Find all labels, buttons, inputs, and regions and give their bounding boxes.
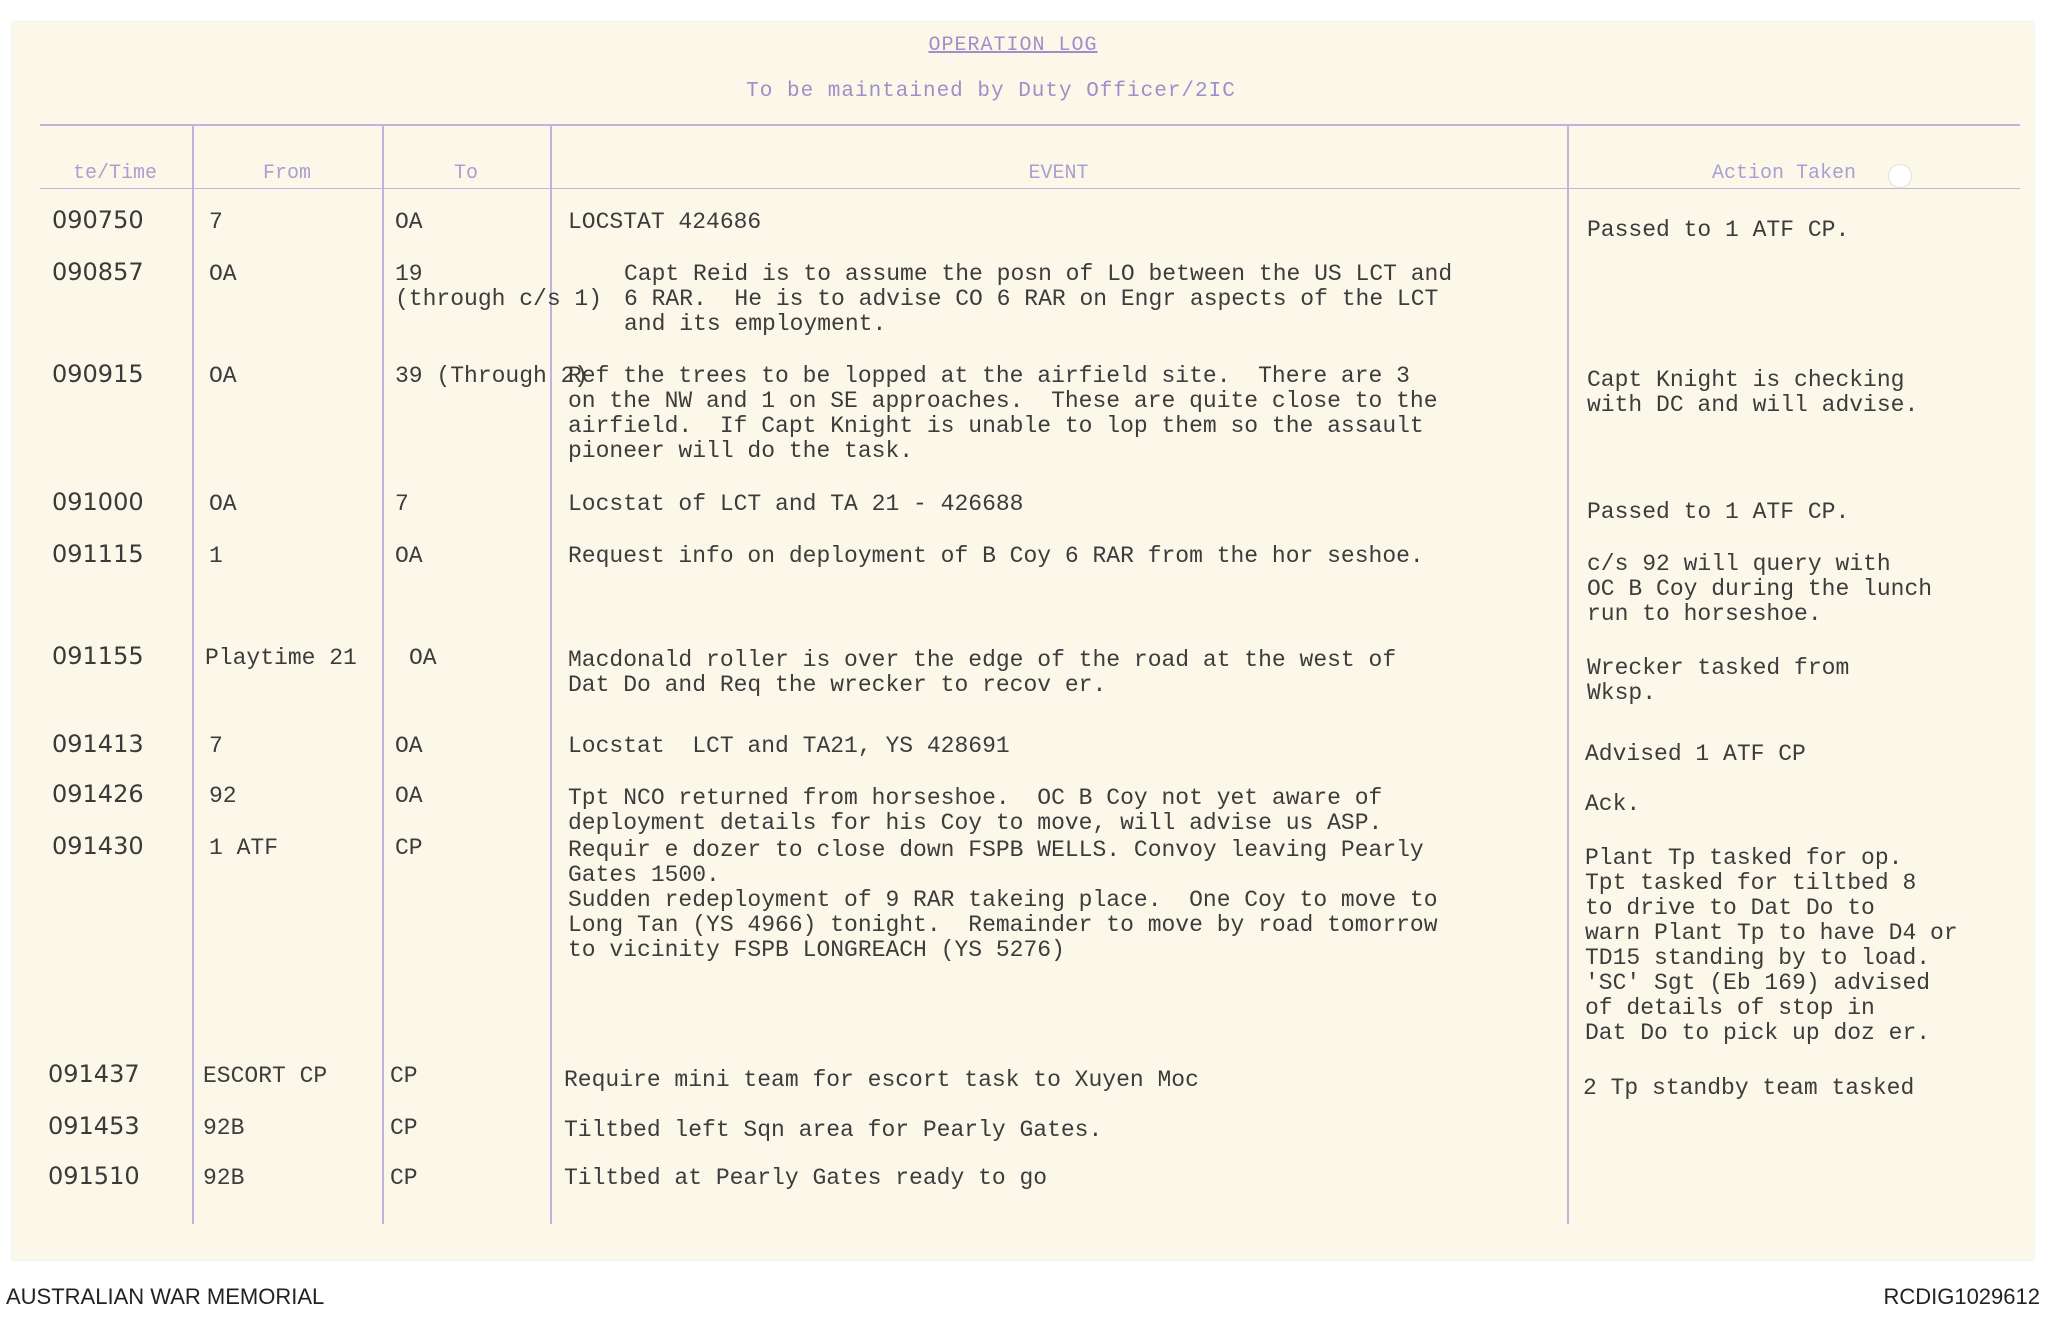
header-rule-top — [40, 124, 2020, 126]
table-row-to: OA — [409, 645, 437, 671]
table-row-time: 091155 — [52, 642, 144, 670]
table-row-action: Advised 1 ATF CP — [1585, 741, 1806, 767]
table-row-event: Tpt NCO returned from horseshoe. OC B Coy not yet aware of deployment details for his Coy to move, will advise us ASP. — [568, 785, 1383, 836]
table-row-to: 19 (through c/s 1) — [395, 261, 603, 312]
table-row-to: CP — [395, 835, 423, 861]
table-row-action: Capt Knight is checking with DC and will advise. — [1587, 367, 1919, 418]
log-sheet — [12, 22, 2034, 1260]
table-row-to: OA — [395, 543, 423, 569]
table-row-time: 091510 — [48, 1162, 140, 1190]
table-row-event: Macdonald roller is over the edge of the road at the west of Dat Do and Req the wrecker to recov er. — [568, 647, 1397, 698]
table-row-event: Require mini team for escort task to Xuyen Moc — [564, 1067, 1199, 1093]
column-divider — [382, 126, 384, 1224]
table-row-from: Playtime 21 — [205, 645, 357, 671]
column-header-time: te/Time — [72, 162, 157, 185]
table-row-event: Request info on deployment of B Coy 6 RAR from the hor seshoe. — [568, 543, 1424, 569]
table-row-to: OA — [395, 783, 423, 809]
table-row-time: 091453 — [48, 1112, 140, 1140]
table-row-action: 2 Tp standby team tasked — [1583, 1075, 1915, 1101]
table-row-from: 92B — [203, 1115, 245, 1141]
table-row-to: OA — [395, 733, 423, 759]
table-row-event: Locstat LCT and TA21, YS 428691 — [568, 733, 1010, 759]
table-row-action: Ack. — [1585, 791, 1641, 817]
header-rule-bottom — [40, 188, 2020, 189]
table-row-from: OA — [209, 491, 237, 517]
column-divider — [192, 126, 194, 1224]
column-header-to: To — [453, 162, 478, 185]
table-row-action: Passed to 1 ATF CP. — [1587, 499, 1850, 525]
table-row-from: 7 — [209, 733, 223, 759]
table-row-event: Tiltbed left Sqn area for Pearly Gates. — [564, 1117, 1103, 1143]
table-row-from: 1 ATF — [209, 835, 279, 861]
table-row-from: 7 — [209, 209, 223, 235]
table-row-time: 090750 — [52, 206, 144, 234]
table-row-event: Requir e dozer to close down FSPB WELLS. Convoy leaving Pearly Gates 1500. Sudden redeployment of 9 RAR takeing place. One Coy to move to Long Tan (YS 4966) tonight. Remainder to move by road tomorrow to vicinity FSPB LONGREACH (YS 5276) — [568, 837, 1438, 963]
page-title: OPERATION LOG — [928, 34, 1098, 57]
table-row-from: 92B — [203, 1165, 245, 1191]
table-row-event: LOCSTAT 424686 — [568, 209, 762, 235]
table-row-time: 091115 — [52, 540, 144, 568]
table-row-to: CP — [390, 1165, 418, 1191]
table-row-from: 1 — [209, 543, 223, 569]
table-row-time: 090915 — [52, 360, 144, 388]
table-row-event: Tiltbed at Pearly Gates ready to go — [564, 1165, 1048, 1191]
table-row-to: OA — [395, 209, 423, 235]
footer-credit: AUSTRALIAN WAR MEMORIAL — [6, 1284, 325, 1309]
table-row-from: OA — [209, 261, 237, 287]
table-row-event: Capt Reid is to assume the posn of LO between the US LCT and 6 RAR. He is to advise CO 6 RAR on Engr aspects of the LCT and its employment. — [624, 261, 1453, 337]
table-row-to: 39 (Through 2) — [395, 363, 589, 389]
page-subtitle: To be maintained by Duty Officer/2IC — [746, 80, 1236, 103]
table-row-time: 091426 — [52, 780, 144, 808]
table-row-to: 7 — [395, 491, 409, 517]
column-divider — [1567, 126, 1569, 1224]
table-row-from: ESCORT CP — [203, 1063, 328, 1089]
table-row-time: 090857 — [52, 258, 144, 286]
column-header-action: Action Taken — [1711, 162, 1857, 185]
footer-id: RCDIG1029612 — [1883, 1284, 2040, 1309]
table-row-time: 091413 — [52, 730, 144, 758]
table-row-from: OA — [209, 363, 237, 389]
table-row-time: 091000 — [52, 488, 144, 516]
table-row-from: 92 — [209, 783, 237, 809]
table-row-to: CP — [390, 1115, 418, 1141]
table-row-to: CP — [390, 1063, 418, 1089]
table-row-action: Plant Tp tasked for op. Tpt tasked for tiltbed 8 to drive to Dat Do to warn Plant Tp to have D4 or TD15 standing by to load. 'SC' Sgt (Eb 169) advised of details of stop in Dat Do to pick up doz er. — [1585, 845, 1958, 1046]
column-header-from: From — [262, 162, 311, 185]
table-row-event: Locstat of LCT and TA 21 - 426688 — [568, 491, 1024, 517]
table-row-action: Wrecker tasked from Wksp. — [1587, 655, 1850, 706]
table-row-time: 091437 — [48, 1060, 140, 1088]
table-row-time: 091430 — [52, 832, 144, 860]
punch-hole — [1888, 164, 1912, 188]
table-row-action: Passed to 1 ATF CP. — [1587, 217, 1850, 243]
column-header-event: EVENT — [1028, 162, 1089, 185]
table-row-action: c/s 92 will query with OC B Coy during the lunch run to horseshoe. — [1587, 551, 1933, 627]
table-row-event: Ref the trees to be lopped at the airfield site. There are 3 on the NW and 1 on SE approaches. These are quite close to the airfield. If Capt Knight is unable to lop them so the assault pioneer will do the task. — [568, 363, 1438, 464]
